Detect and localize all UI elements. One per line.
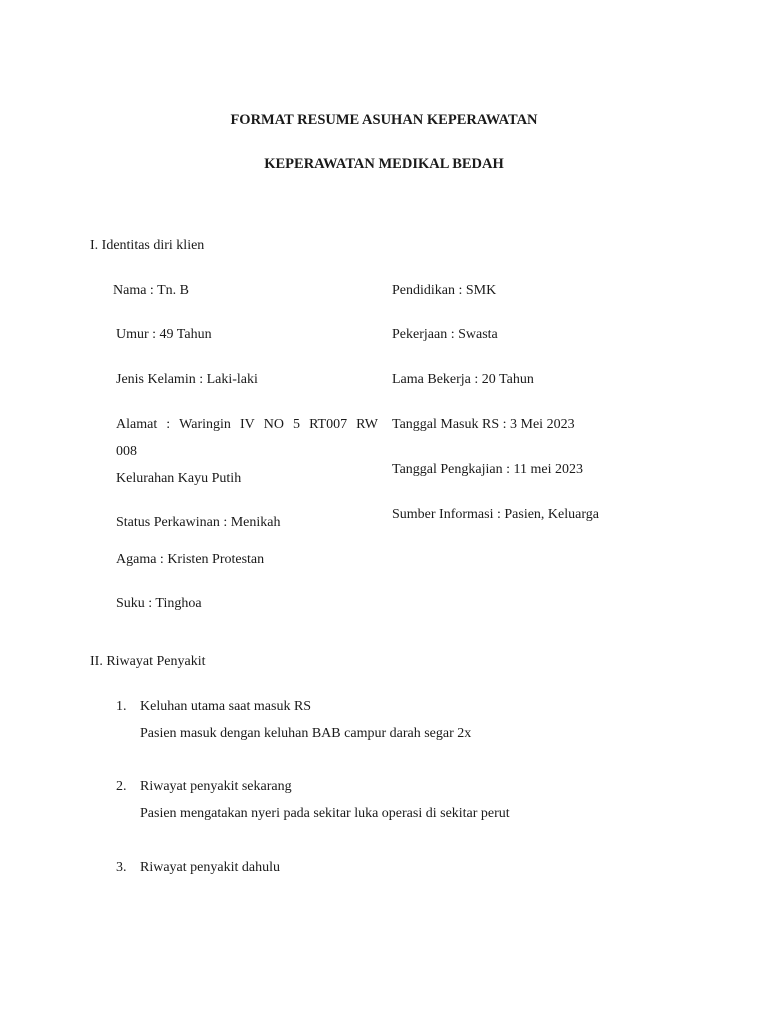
alamat-word: 5 <box>293 417 301 432</box>
list-item-detail: Pasien mengatakan nyeri pada sekitar luka operasi di sekitar perut <box>140 806 510 821</box>
field-suku: Suku : Tinghoa <box>116 596 202 611</box>
field-nama: Nama : Tn. B <box>113 283 189 298</box>
field-kelurahan: Kelurahan Kayu Putih <box>116 471 242 486</box>
alamat-word: : <box>166 417 171 432</box>
list-item-number: 3. <box>116 860 127 875</box>
section-identitas-heading: I. Identitas diri klien <box>90 238 205 253</box>
field-tanggal-pengkajian: Tanggal Pengkajian : 11 mei 2023 <box>392 462 583 477</box>
list-item-title: Keluhan utama saat masuk RS <box>140 699 312 714</box>
section-riwayat-heading: II. Riwayat Penyakit <box>90 654 206 669</box>
alamat-word: Waringin <box>179 417 231 432</box>
field-alamat-line2: 008 <box>116 444 137 459</box>
field-pekerjaan: Pekerjaan : Swasta <box>392 327 498 342</box>
field-jenis-kelamin: Jenis Kelamin : Laki-laki <box>116 372 258 387</box>
document-title: FORMAT RESUME ASUHAN KEPERAWATAN <box>230 112 538 128</box>
alamat-word: Alamat <box>116 417 158 432</box>
field-lama-bekerja: Lama Bekerja : 20 Tahun <box>392 372 534 387</box>
list-item-title: Riwayat penyakit sekarang <box>140 779 292 794</box>
alamat-word: RT007 <box>309 417 348 432</box>
field-sumber-informasi: Sumber Informasi : Pasien, Keluarga <box>392 507 599 522</box>
field-pendidikan: Pendidikan : SMK <box>392 283 497 298</box>
field-status-perkawinan: Status Perkawinan : Menikah <box>116 515 281 530</box>
list-item-number: 2. <box>116 779 127 794</box>
field-tanggal-masuk: Tanggal Masuk RS : 3 Mei 2023 <box>392 417 575 432</box>
alamat-word: IV <box>239 417 255 432</box>
field-umur: Umur : 49 Tahun <box>116 327 212 342</box>
alamat-word: NO <box>263 417 284 432</box>
document-subtitle: KEPERAWATAN MEDIKAL BEDAH <box>264 156 504 172</box>
field-agama: Agama : Kristen Protestan <box>116 552 265 567</box>
list-item-detail: Pasien masuk dengan keluhan BAB campur darah segar 2x <box>140 726 472 741</box>
list-item-title: Riwayat penyakit dahulu <box>140 860 280 875</box>
alamat-word: RW <box>356 417 378 432</box>
field-alamat-line1 <box>116 416 378 434</box>
list-item-number: 1. <box>116 699 127 714</box>
